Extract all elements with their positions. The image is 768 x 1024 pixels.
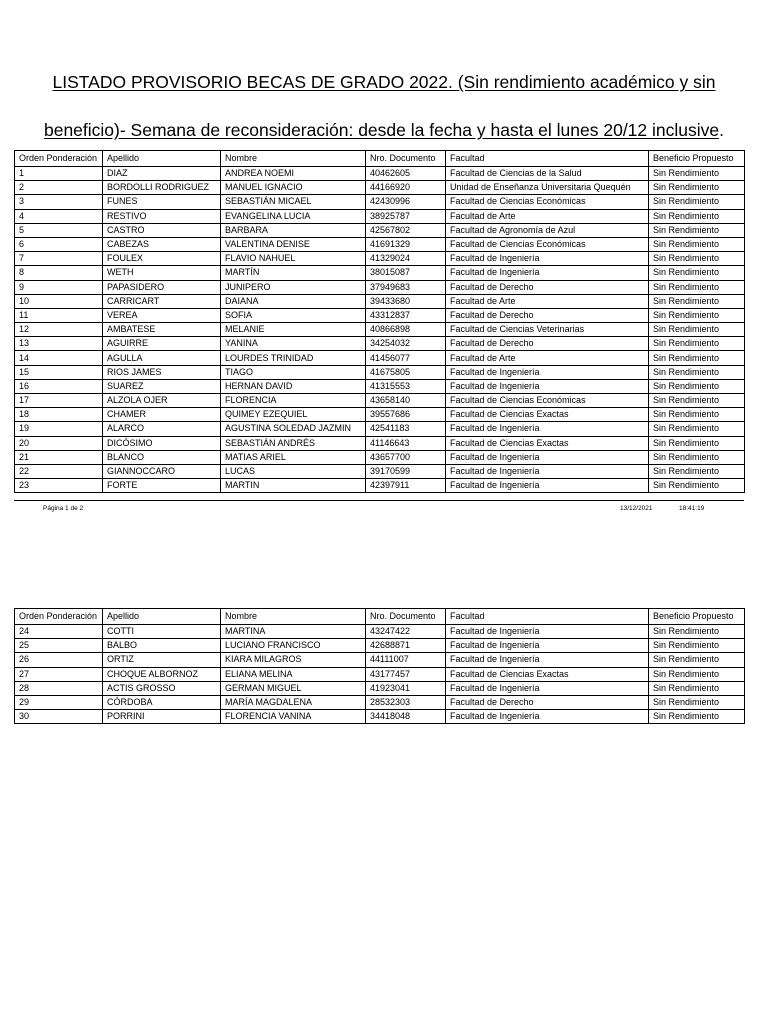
table-row — [15, 379, 745, 393]
cell-facultad: Facultad de Ingeniería — [446, 365, 649, 379]
col-nombre: Nombre — [221, 151, 366, 167]
cell-facultad: Facultad de Derecho — [446, 308, 649, 322]
table-row — [15, 450, 745, 464]
cell-documento: 41675805 — [366, 365, 446, 379]
cell-documento: 42430996 — [366, 195, 446, 209]
cell-apellido: BLANCO — [103, 450, 221, 464]
cell-documento: 42688871 — [366, 639, 446, 653]
cell-nombre: MARTÍN — [221, 266, 366, 280]
cell-apellido: COTTI — [103, 625, 221, 639]
cell-beneficio: Sin Rendimiento — [649, 450, 745, 464]
table-row — [15, 351, 745, 365]
cell-documento: 41923041 — [366, 681, 446, 695]
table-row — [15, 464, 745, 478]
cell-nombre: FLAVIO NAHUEL — [221, 252, 366, 266]
cell-facultad: Facultad de Ingeniería — [446, 710, 649, 724]
cell-apellido: WETH — [103, 266, 221, 280]
cell-apellido: CABEZAS — [103, 237, 221, 251]
table-row — [15, 625, 745, 639]
cell-orden: 23 — [15, 479, 103, 493]
cell-facultad: Facultad de Ingeniería — [446, 266, 649, 280]
cell-orden: 28 — [15, 681, 103, 695]
col-apellido: Apellido — [103, 151, 221, 167]
cell-apellido: RIOS JAMES — [103, 365, 221, 379]
table-row — [15, 195, 745, 209]
cell-orden: 7 — [15, 252, 103, 266]
cell-apellido: ACTIS GROSSO — [103, 681, 221, 695]
table-row — [15, 422, 745, 436]
cell-orden: 11 — [15, 308, 103, 322]
cell-orden: 21 — [15, 450, 103, 464]
cell-documento: 39170599 — [366, 464, 446, 478]
print-date: 13/12/2021 — [620, 505, 653, 512]
cell-orden: 10 — [15, 294, 103, 308]
table-row — [15, 681, 745, 695]
table-row — [15, 167, 745, 181]
cell-facultad: Facultad de Derecho — [446, 280, 649, 294]
cell-nombre: YANINA — [221, 337, 366, 351]
cell-nombre: FLORENCIA VANINA — [221, 710, 366, 724]
cell-facultad: Facultad de Ciencias Económicas — [446, 237, 649, 251]
table-row — [15, 266, 745, 280]
cell-beneficio: Sin Rendimiento — [649, 681, 745, 695]
table-row — [15, 394, 745, 408]
col-facultad: Facultad — [446, 151, 649, 167]
cell-apellido: ORTIZ — [103, 653, 221, 667]
cell-apellido: AMBATESE — [103, 323, 221, 337]
cell-facultad: Facultad de Ingeniería — [446, 479, 649, 493]
cell-facultad: Facultad de Ingeniería — [446, 639, 649, 653]
cell-orden: 1 — [15, 167, 103, 181]
cell-facultad: Facultad de Ingeniería — [446, 450, 649, 464]
cell-facultad: Facultad de Arte — [446, 209, 649, 223]
cell-apellido: BALBO — [103, 639, 221, 653]
cell-beneficio: Sin Rendimiento — [649, 408, 745, 422]
cell-orden: 17 — [15, 394, 103, 408]
cell-orden: 29 — [15, 695, 103, 709]
cell-nombre: EVANGELINA LUCIA — [221, 209, 366, 223]
cell-documento: 41691329 — [366, 237, 446, 251]
cell-beneficio: Sin Rendimiento — [649, 351, 745, 365]
cell-nombre: SEBASTIÁN ANDRÉS — [221, 436, 366, 450]
table-row — [15, 294, 745, 308]
cell-facultad: Facultad de Ingeniería — [446, 625, 649, 639]
col-nombre: Nombre — [221, 609, 366, 625]
cell-documento: 41329024 — [366, 252, 446, 266]
cell-documento: 43657700 — [366, 450, 446, 464]
cell-beneficio: Sin Rendimiento — [649, 422, 745, 436]
cell-nombre: AGUSTINA SOLEDAD JAZMIN — [221, 422, 366, 436]
cell-facultad: Facultad de Ciencias Exactas — [446, 667, 649, 681]
cell-apellido: CHAMER — [103, 408, 221, 422]
cell-beneficio: Sin Rendimiento — [649, 195, 745, 209]
cell-beneficio: Sin Rendimiento — [649, 365, 745, 379]
table-row — [15, 280, 745, 294]
cell-nombre: JUNIPERO — [221, 280, 366, 294]
cell-orden: 24 — [15, 625, 103, 639]
table-row — [15, 710, 745, 724]
cell-facultad: Facultad de Ciencias Económicas — [446, 195, 649, 209]
cell-nombre: LOURDES TRINIDAD — [221, 351, 366, 365]
table-row — [15, 479, 745, 493]
cell-apellido: BORDOLLI RODRIGUEZ — [103, 181, 221, 195]
cell-documento: 34254032 — [366, 337, 446, 351]
cell-apellido: DICÓSIMO — [103, 436, 221, 450]
cell-orden: 16 — [15, 379, 103, 393]
cell-beneficio: Sin Rendimiento — [649, 394, 745, 408]
cell-beneficio: Sin Rendimiento — [649, 294, 745, 308]
cell-beneficio: Sin Rendimiento — [649, 237, 745, 251]
table-row — [15, 323, 745, 337]
cell-apellido: ALARCO — [103, 422, 221, 436]
cell-documento: 38015087 — [366, 266, 446, 280]
cell-orden: 13 — [15, 337, 103, 351]
table-row — [15, 695, 745, 709]
table-header-row — [15, 609, 745, 625]
cell-beneficio: Sin Rendimiento — [649, 667, 745, 681]
cell-documento: 39433680 — [366, 294, 446, 308]
table-row — [15, 653, 745, 667]
cell-documento: 38925787 — [366, 209, 446, 223]
cell-documento: 42397911 — [366, 479, 446, 493]
cell-apellido: FORTE — [103, 479, 221, 493]
cell-nombre: LUCIANO FRANCISCO — [221, 639, 366, 653]
cell-nombre: BARBARA — [221, 223, 366, 237]
cell-facultad: Facultad de Ciencias Veterinarias — [446, 323, 649, 337]
table-header-row — [15, 151, 745, 167]
cell-nombre: MARÍA MAGDALENA — [221, 695, 366, 709]
cell-facultad: Facultad de Ciencias de la Salud — [446, 167, 649, 181]
cell-documento: 43658140 — [366, 394, 446, 408]
cell-beneficio: Sin Rendimiento — [649, 639, 745, 653]
cell-apellido: ALZOLA OJER — [103, 394, 221, 408]
table-row — [15, 639, 745, 653]
cell-facultad: Facultad de Ingeniería — [446, 252, 649, 266]
cell-facultad: Facultad de Derecho — [446, 337, 649, 351]
page-footer — [14, 500, 744, 517]
cell-beneficio: Sin Rendimiento — [649, 436, 745, 450]
cell-beneficio: Sin Rendimiento — [649, 710, 745, 724]
cell-facultad: Facultad de Arte — [446, 351, 649, 365]
cell-facultad: Facultad de Ingeniería — [446, 681, 649, 695]
cell-beneficio: Sin Rendimiento — [649, 280, 745, 294]
table-row — [15, 436, 745, 450]
table-row — [15, 365, 745, 379]
cell-nombre: FLORENCIA — [221, 394, 366, 408]
cell-facultad: Facultad de Derecho — [446, 695, 649, 709]
cell-documento: 40462605 — [366, 167, 446, 181]
cell-orden: 18 — [15, 408, 103, 422]
cell-nombre: MELANIE — [221, 323, 366, 337]
document-title — [0, 58, 768, 154]
cell-nombre: SEBASTIÁN MICAEL — [221, 195, 366, 209]
col-documento: Nro. Documento — [366, 609, 446, 625]
cell-nombre: SOFIA — [221, 308, 366, 322]
cell-orden: 15 — [15, 365, 103, 379]
cell-beneficio: Sin Rendimiento — [649, 252, 745, 266]
cell-nombre: HERNAN DAVID — [221, 379, 366, 393]
cell-apellido: AGUIRRE — [103, 337, 221, 351]
cell-orden: 2 — [15, 181, 103, 195]
cell-apellido: FUNES — [103, 195, 221, 209]
col-orden: Orden Ponderación — [15, 151, 103, 167]
table-row — [15, 337, 745, 351]
table-row — [15, 252, 745, 266]
cell-documento: 44166920 — [366, 181, 446, 195]
cell-orden: 4 — [15, 209, 103, 223]
cell-nombre: MATIAS ARIEL — [221, 450, 366, 464]
cell-beneficio: Sin Rendimiento — [649, 695, 745, 709]
scholarship-table-page-1 — [14, 150, 745, 493]
cell-documento: 43312837 — [366, 308, 446, 322]
table-row — [15, 209, 745, 223]
title-line-1: LISTADO PROVISORIO BECAS DE GRADO 2022. (Sin rendimiento académico y sin — [52, 72, 716, 92]
cell-documento: 37949683 — [366, 280, 446, 294]
cell-facultad: Facultad de Ciencias Exactas — [446, 408, 649, 422]
cell-orden: 27 — [15, 667, 103, 681]
cell-facultad: Facultad de Ciencias Económicas — [446, 394, 649, 408]
cell-documento: 44111007 — [366, 653, 446, 667]
cell-nombre: KIARA MILAGROS — [221, 653, 366, 667]
cell-facultad: Unidad de Enseñanza Universitaria Quequén — [446, 181, 649, 195]
cell-facultad: Facultad de Agronomía de Azul — [446, 223, 649, 237]
col-beneficio: Beneficio Propuesto — [649, 609, 745, 625]
cell-apellido: DIAZ — [103, 167, 221, 181]
title-line-2: beneficio)- Semana de reconsideración: desde la fecha y hasta el lunes 20/12 inclusive. — [43, 120, 724, 140]
cell-beneficio: Sin Rendimiento — [649, 337, 745, 351]
cell-apellido: CASTRO — [103, 223, 221, 237]
cell-nombre: MANUEL IGNACIO — [221, 181, 366, 195]
cell-documento: 28532303 — [366, 695, 446, 709]
cell-orden: 12 — [15, 323, 103, 337]
table-row — [15, 181, 745, 195]
cell-nombre: ANDREA NOEMI — [221, 167, 366, 181]
cell-facultad: Facultad de Ingeniería — [446, 379, 649, 393]
cell-apellido: CÓRDOBA — [103, 695, 221, 709]
cell-facultad: Facultad de Ingeniería — [446, 422, 649, 436]
cell-documento: 40866898 — [366, 323, 446, 337]
cell-nombre: LUCAS — [221, 464, 366, 478]
table-row — [15, 667, 745, 681]
cell-facultad: Facultad de Ingeniería — [446, 653, 649, 667]
cell-documento: 43177457 — [366, 667, 446, 681]
cell-facultad: Facultad de Ingeniería — [446, 464, 649, 478]
cell-beneficio: Sin Rendimiento — [649, 308, 745, 322]
cell-beneficio: Sin Rendimiento — [649, 464, 745, 478]
cell-orden: 26 — [15, 653, 103, 667]
cell-orden: 30 — [15, 710, 103, 724]
cell-nombre: TIAGO — [221, 365, 366, 379]
cell-apellido: CHOQUE ALBORNOZ — [103, 667, 221, 681]
table-row — [15, 223, 745, 237]
cell-beneficio: Sin Rendimiento — [649, 653, 745, 667]
cell-apellido: VEREA — [103, 308, 221, 322]
col-documento: Nro. Documento — [366, 151, 446, 167]
cell-apellido: FOULEX — [103, 252, 221, 266]
cell-beneficio: Sin Rendimiento — [649, 625, 745, 639]
cell-nombre: MARTINA — [221, 625, 366, 639]
cell-documento: 42567802 — [366, 223, 446, 237]
cell-apellido: RESTIVO — [103, 209, 221, 223]
cell-beneficio: Sin Rendimiento — [649, 323, 745, 337]
cell-beneficio: Sin Rendimiento — [649, 479, 745, 493]
cell-orden: 25 — [15, 639, 103, 653]
cell-nombre: QUIMEY EZEQUIEL — [221, 408, 366, 422]
print-time: 18:41:19 — [679, 505, 705, 512]
cell-documento: 41456077 — [366, 351, 446, 365]
cell-beneficio: Sin Rendimiento — [649, 223, 745, 237]
cell-apellido: AGULLA — [103, 351, 221, 365]
cell-beneficio: Sin Rendimiento — [649, 209, 745, 223]
table-row — [15, 237, 745, 251]
cell-apellido: PORRINI — [103, 710, 221, 724]
cell-beneficio: Sin Rendimiento — [649, 181, 745, 195]
cell-facultad: Facultad de Ciencias Exactas — [446, 436, 649, 450]
cell-beneficio: Sin Rendimiento — [649, 167, 745, 181]
cell-documento: 42541183 — [366, 422, 446, 436]
cell-orden: 8 — [15, 266, 103, 280]
cell-documento: 34418048 — [366, 710, 446, 724]
cell-apellido: CARRICART — [103, 294, 221, 308]
cell-documento: 43247422 — [366, 625, 446, 639]
cell-orden: 9 — [15, 280, 103, 294]
cell-nombre: ELIANA MELINA — [221, 667, 366, 681]
cell-facultad: Facultad de Arte — [446, 294, 649, 308]
cell-nombre: DAIANA — [221, 294, 366, 308]
cell-beneficio: Sin Rendimiento — [649, 266, 745, 280]
cell-nombre: GERMAN MIGUEL — [221, 681, 366, 695]
scholarship-table-page-2 — [14, 608, 745, 724]
cell-orden: 20 — [15, 436, 103, 450]
cell-documento: 41146643 — [366, 436, 446, 450]
cell-documento: 39557686 — [366, 408, 446, 422]
cell-orden: 22 — [15, 464, 103, 478]
page-number: Página 1 de 2 — [43, 505, 84, 512]
cell-documento: 41315553 — [366, 379, 446, 393]
cell-apellido: PAPASIDERO — [103, 280, 221, 294]
col-beneficio: Beneficio Propuesto — [649, 151, 745, 167]
table-row — [15, 308, 745, 322]
cell-apellido: GIANNOCCARO — [103, 464, 221, 478]
cell-orden: 19 — [15, 422, 103, 436]
col-facultad: Facultad — [446, 609, 649, 625]
col-apellido: Apellido — [103, 609, 221, 625]
table-row — [15, 408, 745, 422]
cell-nombre: MARTIN — [221, 479, 366, 493]
cell-orden: 3 — [15, 195, 103, 209]
cell-orden: 5 — [15, 223, 103, 237]
cell-apellido: SUAREZ — [103, 379, 221, 393]
cell-orden: 14 — [15, 351, 103, 365]
cell-beneficio: Sin Rendimiento — [649, 379, 745, 393]
cell-orden: 6 — [15, 237, 103, 251]
col-orden: Orden Ponderación — [15, 609, 103, 625]
cell-nombre: VALENTINA DENISE — [221, 237, 366, 251]
